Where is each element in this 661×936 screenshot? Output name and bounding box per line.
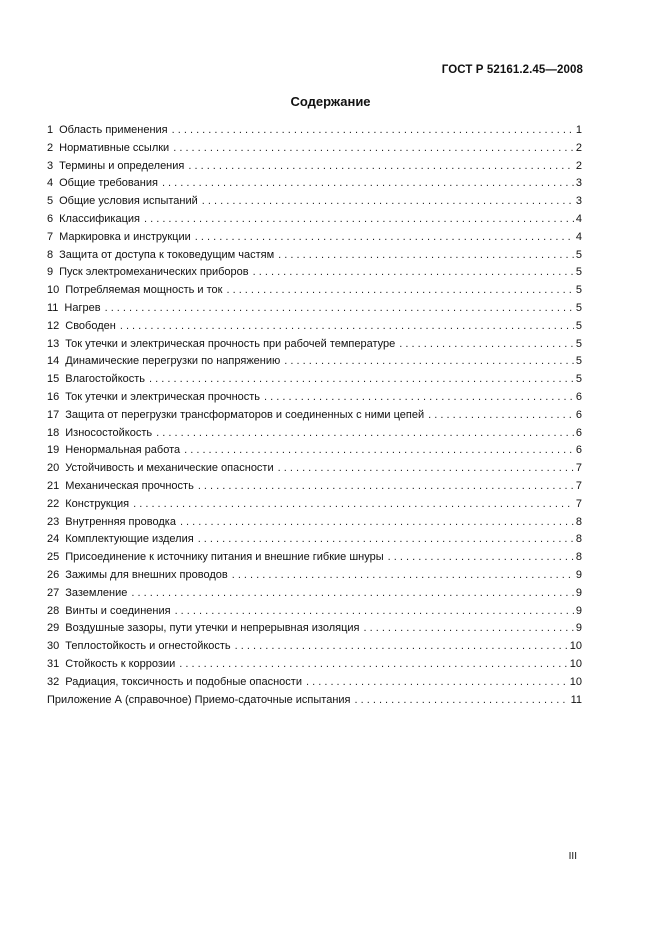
toc-entry-title: Нормативные ссылки <box>59 141 170 154</box>
dot-leader <box>306 674 568 692</box>
toc-entry-page: 9 <box>575 604 582 617</box>
toc-entry-number: 31 <box>47 657 60 670</box>
dot-leader <box>253 264 574 282</box>
toc-entry-title: Радиация, токсичность и подобные опасности <box>65 675 302 688</box>
toc-entry-number: 5 <box>47 195 54 208</box>
toc-entry-page: 5 <box>575 301 582 314</box>
toc-entry[interactable] <box>47 300 582 318</box>
toc-entry-number: 25 <box>47 551 60 564</box>
toc-entry-page: 4 <box>575 212 582 225</box>
toc-entry-page: 9 <box>575 586 582 599</box>
dot-leader <box>131 585 574 603</box>
toc-entry-title: Комплектующие изделия <box>65 533 194 546</box>
toc-entry-number: 4 <box>47 177 54 190</box>
toc-entry-number: 9 <box>47 266 54 279</box>
page-number: III <box>568 851 577 862</box>
toc-entry[interactable] <box>47 478 582 496</box>
toc-entry-page: 6 <box>575 444 582 457</box>
toc-entry-page: 7 <box>575 462 582 475</box>
toc-entry-title: Защита от перегрузки трансформаторов и соединенных с ними цепей <box>65 408 425 421</box>
toc-entry-page: 3 <box>575 195 582 208</box>
toc-entry-number: 11 <box>47 301 59 314</box>
toc-entry-title: Пуск электромеханических приборов <box>59 266 249 279</box>
toc-entry-page: 10 <box>569 640 582 653</box>
toc-entry-title: Маркировка и инструкции <box>59 230 191 243</box>
toc-entry-title: Износостойкость <box>65 426 153 439</box>
toc-entry[interactable] <box>47 638 582 656</box>
toc-entry[interactable] <box>47 585 582 603</box>
dot-leader <box>428 407 574 425</box>
toc-entry-title: Теплостойкость и огнестойкость <box>65 640 231 653</box>
toc-entry-page: 2 <box>575 159 582 172</box>
dot-leader <box>235 638 568 656</box>
dot-leader <box>188 158 574 176</box>
toc-entry-number: 28 <box>47 604 60 617</box>
toc-entry-page: 1 <box>575 124 582 136</box>
dot-leader <box>156 425 574 443</box>
toc-entry-page: 8 <box>575 533 582 546</box>
toc-entry-title: Воздушные зазоры, пути утечки и непрерывная изоляция <box>65 622 360 635</box>
toc-entry[interactable] <box>47 531 582 549</box>
toc-entry[interactable] <box>47 425 582 443</box>
toc-entry-page: 7 <box>575 497 582 510</box>
toc-entry[interactable] <box>47 620 582 638</box>
toc-entry[interactable] <box>47 229 582 247</box>
toc-entry-page: 5 <box>575 248 582 261</box>
toc-entry[interactable] <box>47 442 582 460</box>
toc-entry[interactable] <box>47 514 582 532</box>
toc-entry-number: 2 <box>47 141 54 154</box>
toc-entry[interactable] <box>47 656 582 674</box>
toc-entry[interactable] <box>47 389 582 407</box>
toc-entry-title: Потребляемая мощность и ток <box>65 284 223 297</box>
toc-entry-title: Конструкция <box>65 497 130 510</box>
toc-entry[interactable] <box>47 407 582 425</box>
toc-entry-number: 20 <box>47 462 60 475</box>
toc-entry-title: Ненормальная работа <box>65 444 181 457</box>
toc-entry[interactable] <box>47 318 582 336</box>
toc-entry-number: 17 <box>47 408 60 421</box>
toc-entry-page: 2 <box>575 141 582 154</box>
dot-leader <box>226 282 573 300</box>
toc-entry-number: 12 <box>47 319 60 332</box>
dot-leader <box>264 389 574 407</box>
toc-title: Содержание <box>290 94 371 109</box>
toc-entry[interactable] <box>47 371 582 389</box>
toc-entry-title: Влагостойкость <box>65 373 146 386</box>
toc-entry-title: Устойчивость и механические опасности <box>65 462 274 475</box>
toc-entry-page: 6 <box>575 390 582 403</box>
toc-entry-number: 14 <box>47 355 60 368</box>
toc-entry-number: 30 <box>47 640 60 653</box>
toc-entry-number: 10 <box>47 284 60 297</box>
toc-entry-title: Общие условия испытаний <box>59 195 198 208</box>
toc-entry-number: 18 <box>47 426 60 439</box>
toc-entry-title: Ток утечки и электрическая прочность <box>65 390 261 403</box>
toc-entry-number: 19 <box>47 444 60 457</box>
toc-entry[interactable] <box>47 674 582 692</box>
toc-entry-number: 23 <box>47 515 60 528</box>
toc-entry-page: 4 <box>575 230 582 243</box>
toc-entry-page: 9 <box>575 568 582 581</box>
toc-entry-title: Общие требования <box>59 177 158 190</box>
toc-entry-page: 11 <box>570 693 582 706</box>
toc-entry-number: 21 <box>47 479 60 492</box>
toc-entry-title: Винты и соединения <box>65 604 171 617</box>
dot-leader <box>198 531 574 549</box>
toc-entry-number: 22 <box>47 497 60 510</box>
toc-entry-page: 5 <box>575 266 582 279</box>
toc-entry-title: Область применения <box>59 124 168 136</box>
dot-leader <box>232 567 574 585</box>
dot-leader <box>355 692 569 710</box>
toc-entry[interactable] <box>47 175 582 193</box>
dot-leader <box>120 318 574 336</box>
toc-entry-page: 8 <box>575 551 582 564</box>
dot-leader <box>399 336 574 354</box>
toc-entry-page: 5 <box>575 319 582 332</box>
toc-entry-number: 3 <box>47 159 54 172</box>
toc-entry-number: 7 <box>47 230 54 243</box>
toc-entry-page: 6 <box>575 408 582 421</box>
toc-entry[interactable] <box>47 282 582 300</box>
toc-entry-page: 7 <box>575 479 582 492</box>
dot-leader <box>278 247 574 265</box>
toc-entry-number: 16 <box>47 390 60 403</box>
dot-leader <box>172 122 574 140</box>
dot-leader <box>144 211 574 229</box>
toc-entry[interactable] <box>47 247 582 265</box>
toc-entry-title: Свободен <box>65 319 116 332</box>
toc-entry-page: 10 <box>569 675 582 688</box>
toc-entry-title: Присоединение к источнику питания и внешние гибкие шнуры <box>65 551 384 564</box>
toc-entry-number: 32 <box>47 675 60 688</box>
toc-entry-number: 15 <box>47 373 60 386</box>
toc-entry[interactable] <box>47 567 582 585</box>
document-code: ГОСТ Р 52161.2.45—2008 <box>441 64 583 76</box>
table-of-contents <box>47 122 582 709</box>
toc-entry-number: 27 <box>47 586 60 599</box>
dot-leader <box>105 300 574 318</box>
toc-entry[interactable] <box>47 460 582 478</box>
toc-entry[interactable] <box>47 193 582 211</box>
toc-entry[interactable] <box>47 549 582 567</box>
dot-leader <box>195 229 574 247</box>
toc-entry[interactable] <box>47 122 582 140</box>
toc-entry-page: 5 <box>575 337 582 350</box>
toc-entry-title: Классификация <box>59 212 140 225</box>
toc-entry[interactable] <box>47 353 582 371</box>
toc-entry-page: 6 <box>575 426 582 439</box>
toc-entry[interactable] <box>47 211 582 229</box>
toc-entry-title: Приложение А (справочное) Приемо-сдаточные испытания <box>47 693 351 706</box>
toc-entry[interactable] <box>47 336 582 354</box>
dot-leader <box>363 620 573 638</box>
toc-entry-title: Зажимы для внешних проводов <box>65 568 228 581</box>
toc-entry-page: 5 <box>575 373 582 386</box>
toc-entry-title: Внутренняя проводка <box>65 515 176 528</box>
toc-entry-title: Заземление <box>65 586 128 599</box>
toc-entry-page: 5 <box>575 355 582 368</box>
dot-leader <box>284 353 574 371</box>
toc-entry-title: Механическая прочность <box>65 479 194 492</box>
toc-entry-page: 3 <box>575 177 582 190</box>
toc-entry-title: Защита от доступа к токоведущим частям <box>59 248 275 261</box>
toc-entry[interactable] <box>47 158 582 176</box>
toc-entry-number: 6 <box>47 212 54 225</box>
toc-entry-number: 8 <box>47 248 54 261</box>
toc-entry-number: 29 <box>47 622 60 635</box>
dot-leader <box>180 514 574 532</box>
toc-entry-page: 10 <box>569 657 582 670</box>
toc-entry-page: 8 <box>575 515 582 528</box>
dot-leader <box>179 656 568 674</box>
dot-leader <box>184 442 574 460</box>
toc-entry[interactable] <box>47 692 582 710</box>
toc-entry[interactable] <box>47 140 582 158</box>
toc-entry-page: 5 <box>575 284 582 297</box>
dot-leader <box>133 496 574 514</box>
toc-entry-title: Стойкость к коррозии <box>65 657 176 670</box>
toc-entry-title: Нагрев <box>64 301 101 314</box>
dot-leader <box>198 478 574 496</box>
dot-leader <box>175 603 574 621</box>
dot-leader <box>162 175 574 193</box>
toc-entry-number: 26 <box>47 568 60 581</box>
toc-entry[interactable] <box>47 603 582 621</box>
dot-leader <box>278 460 574 478</box>
toc-entry[interactable] <box>47 264 582 282</box>
toc-entry-number: 24 <box>47 533 60 546</box>
dot-leader <box>202 193 574 211</box>
toc-entry-page: 9 <box>575 622 582 635</box>
toc-entry-title: Динамические перегрузки по напряжению <box>65 355 281 368</box>
toc-entry[interactable] <box>47 496 582 514</box>
dot-leader <box>149 371 574 389</box>
toc-entry-number: 1 <box>47 124 54 136</box>
toc-entry-title: Термины и определения <box>59 159 185 172</box>
dot-leader <box>388 549 574 567</box>
dot-leader <box>173 140 574 158</box>
toc-entry-number: 13 <box>47 337 60 350</box>
toc-entry-title: Ток утечки и электрическая прочность при рабочей температуре <box>65 337 396 350</box>
